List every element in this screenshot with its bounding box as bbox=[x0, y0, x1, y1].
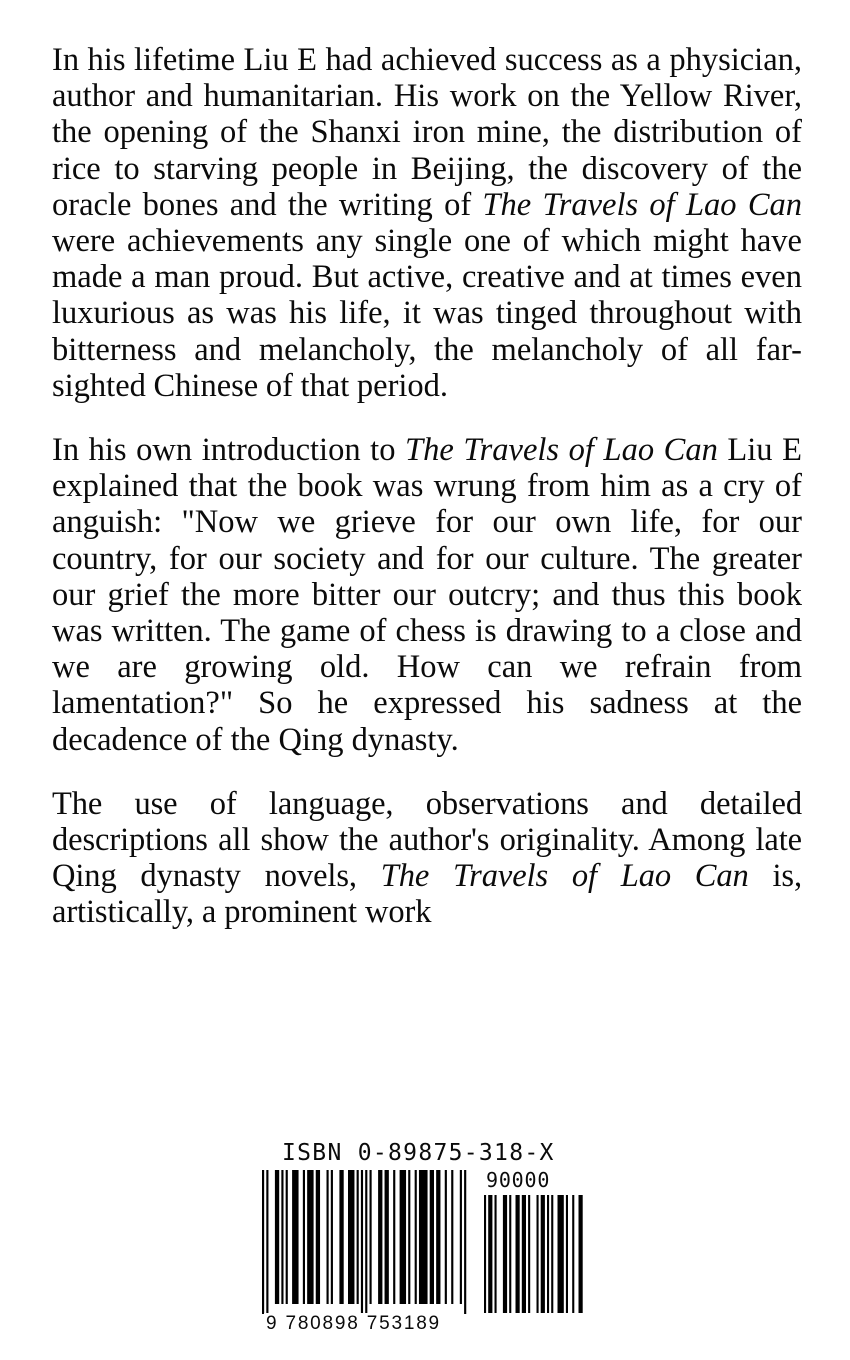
barcode-bar bbox=[522, 1195, 526, 1313]
book-title-italic: The Travels of Lao Can bbox=[380, 858, 749, 895]
barcode-bar bbox=[365, 1170, 367, 1314]
text-run: is, artistically, a prominent work bbox=[52, 858, 803, 931]
barcode-bar bbox=[348, 1170, 354, 1304]
text-run: The use of language, observations and detailed descriptions all show the author's originality. Among late Qing dynasty novels, bbox=[52, 785, 802, 895]
text-run: In his lifetime Liu E had achieved success as a physician, author and humanitarian. His work on the Yellow River, the opening of the Shanxi iron mine, the distribution of rice to starving people in Beijing, the discovery of the oracle bones and the writing of bbox=[52, 42, 802, 223]
barcode-bar bbox=[509, 1195, 511, 1313]
barcode-bar bbox=[385, 1170, 389, 1304]
ean-digits: 9 780898 753189 bbox=[266, 1313, 441, 1334]
book-title-italic: The Travels of Lao Can bbox=[405, 432, 718, 469]
barcode-bar bbox=[537, 1195, 539, 1313]
barcode-bar bbox=[451, 1170, 453, 1304]
barcode-bar bbox=[378, 1170, 382, 1304]
barcode-bar bbox=[579, 1195, 583, 1313]
barcode-bar bbox=[408, 1170, 410, 1304]
barcode-bar bbox=[445, 1170, 447, 1304]
barcode-bar bbox=[316, 1170, 320, 1304]
barcode-bar bbox=[484, 1195, 486, 1313]
text-run: were achievements any single one of which might have made a man proud. But active, creative and at times even luxurious as was his life, it was tinged throughout with bitterness and melancholy, the melancholy of all far-sighted Chinese of that period. bbox=[52, 223, 802, 404]
barcode-bar bbox=[551, 1195, 553, 1313]
barcode-bar bbox=[331, 1170, 333, 1304]
barcode-bar bbox=[436, 1170, 440, 1304]
barcode-bar bbox=[415, 1170, 417, 1304]
barcode-bar bbox=[430, 1170, 434, 1304]
barcode-bar bbox=[275, 1170, 279, 1304]
isbn-number: ISBN 0-89875-318-X bbox=[282, 1140, 555, 1166]
text-run: In his own introduction to bbox=[52, 432, 406, 469]
barcode-bar bbox=[528, 1195, 530, 1313]
barcode-bar bbox=[266, 1170, 268, 1314]
barcode-bar bbox=[281, 1170, 283, 1304]
barcode-bar bbox=[361, 1170, 363, 1314]
barcode-bar bbox=[419, 1170, 428, 1304]
barcode-bar bbox=[292, 1170, 298, 1304]
barcode-bar bbox=[541, 1195, 545, 1313]
barcode-bar bbox=[262, 1170, 264, 1314]
price-code: 90000 bbox=[486, 1168, 551, 1192]
barcode-bar bbox=[400, 1170, 406, 1304]
barcode-bar bbox=[547, 1195, 549, 1313]
barcode-bar bbox=[566, 1195, 568, 1313]
text-run: Liu E explained that the book was wrung from him as a cry of anguish: "Now we grieve for our own life, for our country, for our society and for our culture. The greater our grief the more bitter our outcry; and thus this book was written. The game of chess is drawing to a close and we are growing old. How can we refrain from lamentation?" So he expressed his sadness at the decadence of the Qing dynasty. bbox=[52, 432, 802, 758]
barcode-bar bbox=[303, 1170, 305, 1304]
barcode-bar bbox=[503, 1195, 507, 1313]
barcode-bar bbox=[327, 1170, 329, 1304]
price-addon-bars bbox=[484, 1195, 583, 1313]
barcode-bar bbox=[516, 1195, 520, 1313]
book-title-italic: The Travels of Lao Can bbox=[482, 186, 802, 223]
barcode-bar bbox=[495, 1195, 497, 1313]
barcode-bar bbox=[357, 1170, 359, 1304]
barcode-bar bbox=[307, 1170, 313, 1304]
barcode-bar bbox=[286, 1170, 288, 1304]
barcode-bar bbox=[464, 1170, 466, 1314]
barcode-bar bbox=[558, 1195, 564, 1313]
barcode-bar bbox=[393, 1170, 395, 1304]
barcode-bar bbox=[488, 1195, 492, 1313]
barcode-bar bbox=[572, 1195, 574, 1313]
ean-barcode-bars bbox=[262, 1170, 466, 1314]
barcode-bar bbox=[370, 1170, 372, 1304]
barcode-bar bbox=[339, 1170, 343, 1304]
barcode-bar bbox=[460, 1170, 462, 1304]
